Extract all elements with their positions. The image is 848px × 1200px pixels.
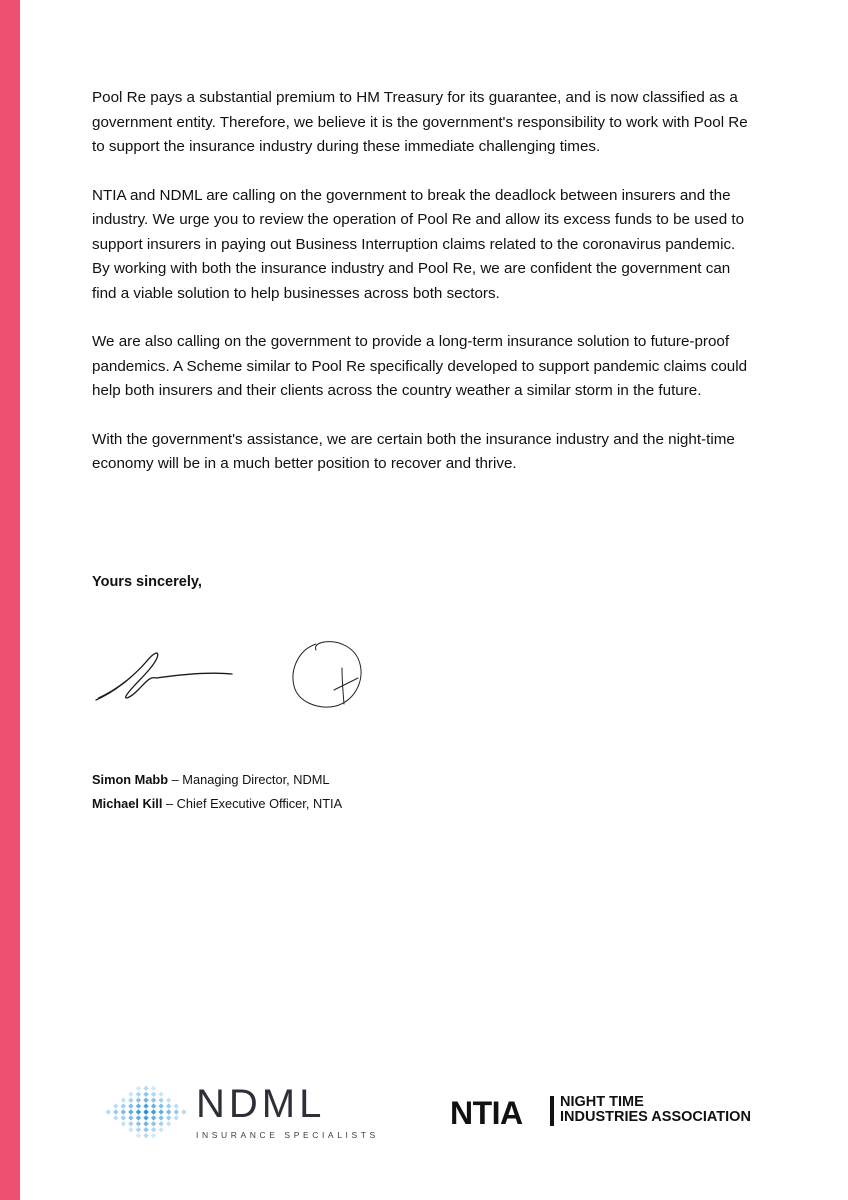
ntia-subtitle-line2: INDUSTRIES ASSOCIATION [560, 1109, 751, 1125]
ntia-subtitle-line1: NIGHT TIME [560, 1094, 644, 1110]
paragraph-pool-re: Pool Re pays a substantial premium to HM Treasury for its guarantee, and is now classified as a government entity. Therefore, we believe it is the government's responsibility to work with Pool Re to support the insurance industry during these immediate challenging times. [92, 89, 748, 155]
ndml-wordmark: NDML [196, 1082, 326, 1126]
ntia-wordmark: NTIA [450, 1095, 523, 1131]
signature-michael-kill [286, 634, 370, 714]
signatories [92, 768, 342, 816]
closing: Yours sincerely, [92, 574, 202, 590]
ndml-tagline: INSURANCE SPECIALISTS [196, 1130, 379, 1140]
ntia-divider [550, 1096, 554, 1126]
paragraph-long-term: We are also calling on the government to provide a long-term insurance solution to future-proof pandemics. A Scheme similar to Pool Re specifically developed to support pandemic claims could help both insurers and their clients across the country weather a similar storm in the future. [92, 333, 748, 399]
signature-simon-mabb [94, 644, 234, 704]
ntia-subtitle [560, 1095, 751, 1125]
signatory-role: – Managing Director, NDML [168, 772, 330, 787]
accent-bar [0, 0, 20, 1200]
paragraph-deadlock: NTIA and NDML are calling on the government to break the deadlock between insurers and the industry. We urge you to review the operation of Pool Re and allow its excess funds to be used to support insurers in paying out Business Interruption claims related to the coronavirus pandemic. By working with both the insurance industry and Pool Re, we are confident the government can find a viable solution to help businesses across both sectors. [92, 186, 745, 302]
signatory-name: Michael Kill [92, 796, 163, 811]
paragraph-assistance: With the government's assistance, we are certain both the insurance industry and the night-time economy will be in a much better position to recover and thrive. [92, 430, 735, 472]
signatory-row [92, 792, 342, 816]
ntia-logo [450, 1092, 760, 1132]
letter-body [92, 86, 752, 501]
ndml-logo [84, 1082, 379, 1144]
signatory-name: Simon Mabb [92, 772, 169, 787]
signatory-row [92, 768, 342, 792]
ndml-diamond-grid-icon [84, 1082, 196, 1144]
signatory-role: – Chief Executive Officer, NTIA [162, 796, 343, 811]
